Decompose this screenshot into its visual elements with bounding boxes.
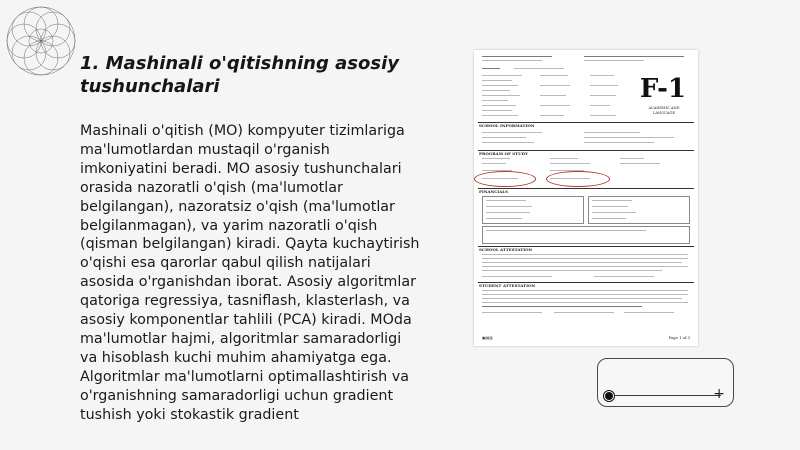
document-image: [474, 50, 698, 346]
doc-section-heading: SCHOOL INFORMATION: [478, 122, 694, 129]
highlight-oval: [474, 171, 536, 187]
plus-icon[interactable]: +: [713, 386, 725, 402]
doc-section-heading: FINANCIALS: [478, 188, 694, 195]
slider-widget[interactable]: [597, 358, 734, 407]
doc-section-heading: PROGRAM OF STUDY: [478, 150, 694, 157]
slider-handle[interactable]: [604, 391, 614, 401]
doc-page-number: Page 1 of 3: [668, 335, 690, 340]
doc-section-heading: SCHOOL ATTESTATION: [478, 246, 694, 253]
doc-footer-logo: ▣▤▥: [482, 335, 493, 340]
slide-body-text: Mashinali o'qitish (MO) kompyuter tizimlariga ma'lumotlardan mustaqil o'rganish imkoniyatini beradi. MO asosiy tushunchalari orasida nazoratli o'qish (ma'lumotlar belgilangan), nazoratsiz o'qish (ma'lumotlar belgilanmagan), va yarim nazoratli o'qish (qisman belgilangan) kiradi. Qayta kuchaytirish o'qishi esa qarorlar qabul qilish natijalari asosida o'rganishdan iborat. Asosiy algoritmlar qatoriga regressiya, tasniflash, klasterlash, va asosiy komponentlar tahlili (PCA) kiradi. MOda ma'lumotlar hajmi, algoritmlar samaradorligi va hisoblash kuchi muhim ahamiyatga ega. Algoritmlar ma'lumotlarni optimallashtirish va o'rganishning samaradorligi uchun gradient tushish yoki stokastik gradient: [80, 123, 420, 423]
form-sublabel: ACADEMIC AND LANGUAGE: [648, 106, 680, 115]
slide-title: 1. Mashinali o'qitishning asosiy tushunchalari: [80, 53, 399, 97]
highlight-oval: [546, 171, 610, 187]
slider-track[interactable]: [608, 395, 721, 396]
form-label: F-1: [639, 74, 686, 104]
decorative-circle-pattern: [4, 4, 78, 78]
doc-section-heading: STUDENT ATTESTATION: [478, 282, 694, 289]
